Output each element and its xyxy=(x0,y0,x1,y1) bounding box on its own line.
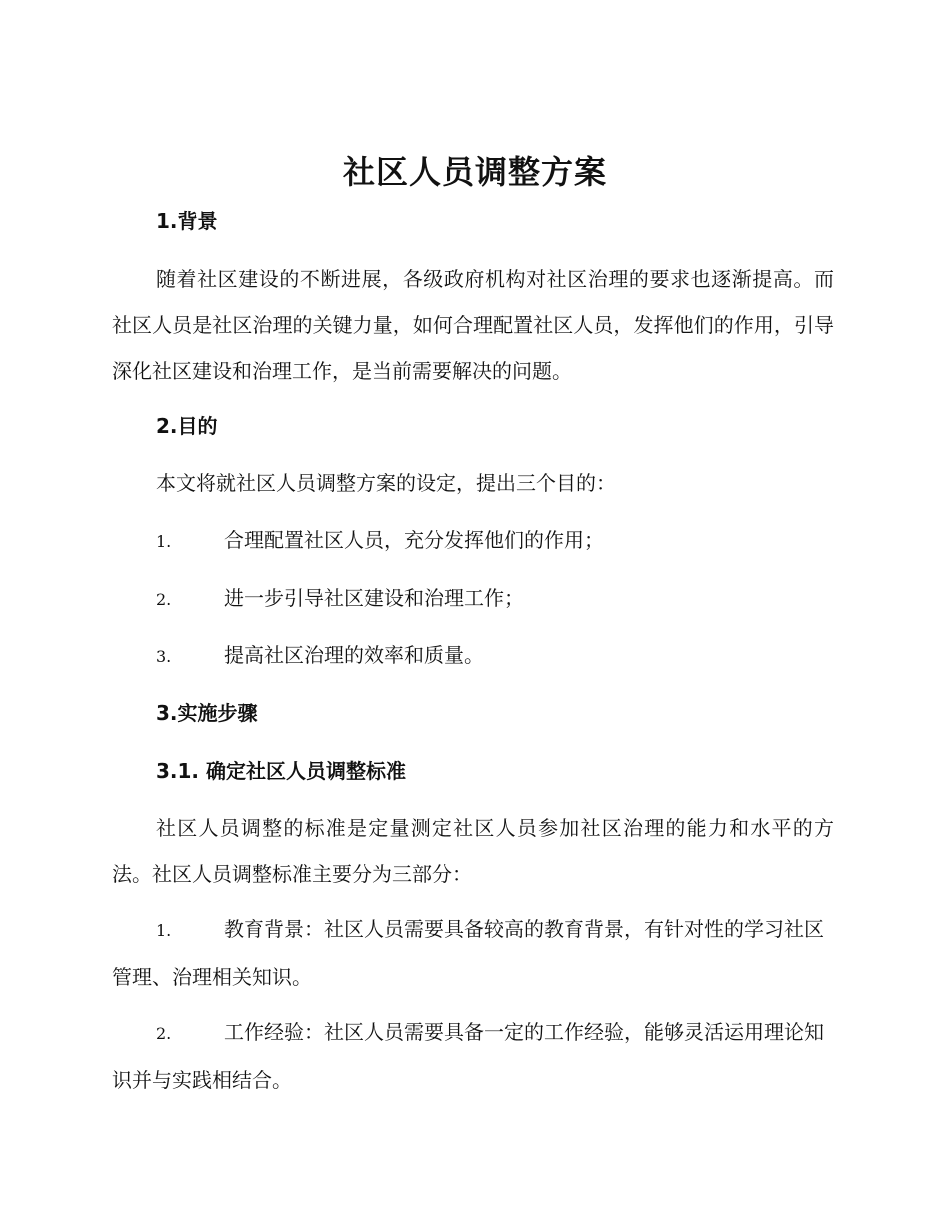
section-heading-background: 1.背景 xyxy=(156,209,218,233)
standards-list-item xyxy=(112,906,834,1000)
purpose-list-item xyxy=(112,517,834,565)
list-text: 进一步引导社区建设和治理工作； xyxy=(224,586,524,610)
list-number: 3. xyxy=(156,647,172,666)
list-text: 提高社区治理的效率和质量。 xyxy=(224,643,484,667)
purpose-list-item xyxy=(112,575,834,623)
purpose-intro: 本文将就社区人员调整方案的设定，提出三个目的： xyxy=(156,471,616,495)
purpose-list-item xyxy=(112,632,834,680)
background-paragraph: 随着社区建设的不断进展，各级政府机构对社区治理的要求也逐渐提高。而社区人员是社区治理的关键力量，如何合理配置社区人员，发挥他们的作用，引导深化社区建设和治理工作，是当前需要解决的问题。 xyxy=(112,267,834,383)
standards-list-item xyxy=(112,1009,834,1103)
section-heading-purpose: 2.目的 xyxy=(156,414,218,438)
list-number: 1. xyxy=(156,532,172,551)
list-text: 合理配置社区人员，充分发挥他们的作用； xyxy=(224,528,604,552)
list-text: 工作经验：社区人员需要具备一定的工作经验，能够灵活运用理论知识并与实践相结合。 xyxy=(112,1020,824,1092)
list-number: 1. xyxy=(156,921,172,940)
section-heading-steps: 3.实施步骤 xyxy=(156,701,258,725)
list-number: 2. xyxy=(156,590,172,609)
list-text: 教育背景：社区人员需要具备较高的教育背景，有针对性的学习社区管理、治理相关知识。 xyxy=(112,917,824,989)
standards-paragraph: 社区人员调整的标准是定量测定社区人员参加社区治理的能力和水平的方法。社区人员调整标准主要分为三部分： xyxy=(112,816,834,886)
document-title: 社区人员调整方案 xyxy=(342,153,607,191)
subsection-heading-standards: 3.1. 确定社区人员调整标准 xyxy=(156,759,406,783)
list-number: 2. xyxy=(156,1024,172,1043)
